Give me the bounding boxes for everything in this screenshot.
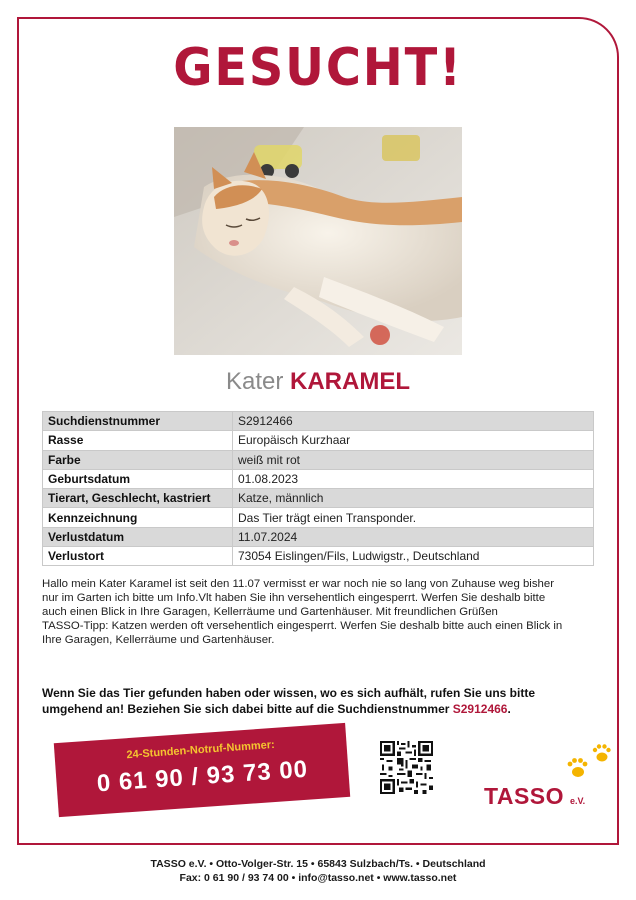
detail-label: Verlustort	[43, 547, 233, 566]
table-row	[43, 431, 594, 450]
paw-icon	[564, 742, 614, 784]
table-row	[43, 547, 594, 566]
table-row	[43, 489, 594, 508]
detail-label: Geburtsdatum	[43, 469, 233, 488]
detail-value: Das Tier trägt einen Transponder.	[233, 508, 594, 527]
message-line: auch einen Blick in Ihre Garagen, Kellerräume und Gartenhäuser. Mit freundlichen Grüßen	[42, 606, 498, 618]
poster-title: GESUCHT!	[173, 38, 463, 98]
pet-name: KARAMEL	[290, 368, 411, 395]
message-line: Ihre Garagen, Kellerräume und Gartenhäuser.	[42, 634, 275, 646]
table-row	[43, 412, 594, 431]
call-to-action	[42, 686, 602, 717]
tasso-logo	[484, 742, 614, 812]
detail-label: Rasse	[43, 431, 233, 450]
detail-value: 01.08.2023	[233, 469, 594, 488]
logo-suffix: e.V.	[570, 796, 586, 806]
pet-kind: Kater	[225, 368, 284, 395]
pet-photo	[174, 127, 462, 355]
table-row	[43, 527, 594, 546]
detail-value: Katze, männlich	[233, 489, 594, 508]
footer-address: TASSO e.V. • Otto-Volger-Str. 15 • 65843 Sulzbach/Ts. • Deutschland	[150, 858, 486, 870]
owner-message	[42, 577, 594, 647]
detail-value: 73054 Eislingen/Fils, Ludwigstr., Deutschland	[233, 547, 594, 566]
reference-number: S2912466	[452, 701, 508, 716]
hotline-label: 24-Stunden-Notruf-Nummer:	[126, 738, 276, 762]
table-row	[43, 450, 594, 469]
message-line: nur im Garten ich bitte um Info.Vlt haben Sie ihn versehentlich eingesperrt. Werfen Sie deshalb bitte	[42, 592, 546, 604]
table-row	[43, 469, 594, 488]
detail-label: Verlustdatum	[43, 527, 233, 546]
detail-value: Europäisch Kurzhaar	[233, 431, 594, 450]
detail-value: S2912466	[233, 412, 594, 431]
hotline-number[interactable]: 0 61 90 / 93 73 00	[96, 755, 309, 798]
details-table	[42, 411, 594, 566]
call-line-end: .	[507, 701, 511, 716]
footer-contact[interactable]: Fax: 0 61 90 / 93 74 00 • info@tasso.net • www.tasso.net	[179, 872, 457, 884]
logo-name: TASSO	[484, 783, 565, 809]
message-line: Hallo mein Kater Karamel ist seit den 11.07 vermisst er war noch nie so lang von Zuhause weg bisher	[42, 578, 554, 590]
pet-name-heading	[0, 368, 636, 396]
call-line	[42, 702, 602, 718]
call-line: Wenn Sie das Tier gefunden haben oder wissen, wo es sich aufhält, rufen Sie uns bitte	[42, 686, 535, 700]
detail-label: Kennzeichnung	[43, 508, 233, 527]
table-row	[43, 508, 594, 527]
message-line: TASSO-Tipp: Katzen werden oft versehentlich eingesperrt. Werfen Sie deshalb bitte auch einen Blick in	[42, 620, 563, 632]
footer	[0, 857, 636, 885]
detail-label: Farbe	[43, 450, 233, 469]
cat-photo-image	[174, 127, 462, 355]
qr-code-icon[interactable]	[380, 741, 433, 794]
qr-code-graphic	[380, 741, 433, 794]
detail-label: Tierart, Geschlecht, kastriert	[43, 489, 233, 508]
detail-label: Suchdienstnummer	[43, 412, 233, 431]
detail-value: 11.07.2024	[233, 527, 594, 546]
detail-value: weiß mit rot	[233, 450, 594, 469]
call-line-text: umgehend an! Beziehen Sie sich dabei bitte auf die Suchdienstnummer	[42, 701, 453, 716]
